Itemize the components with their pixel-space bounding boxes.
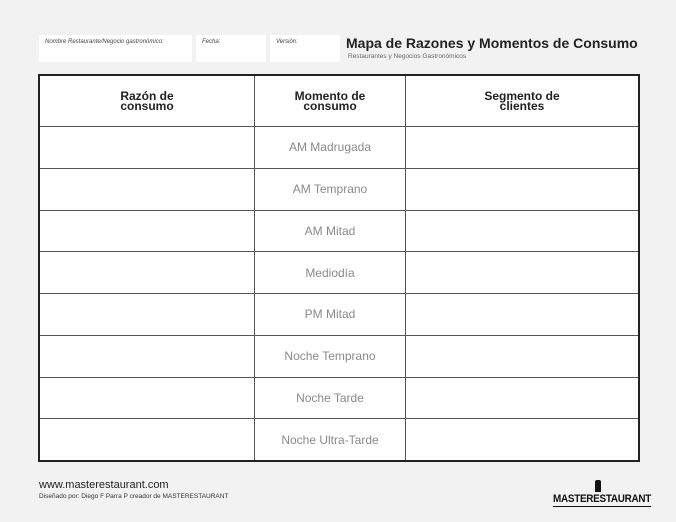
moment-cell: AM Madrugada [288,140,372,155]
footer-credit: Diseñado por: Diego F Parra P creador de MASTERESTAURANT [39,493,229,500]
column-header-moment: Momento de consumo [294,89,366,113]
moment-cell: Noche Tarde [296,390,364,405]
restaurant-name-field[interactable] [39,35,192,62]
page-subtitle: Restaurantes y Negocios Gastronómicos [348,53,467,60]
brand-logo: MASTERESTAURANT [553,493,652,505]
version-field[interactable] [270,35,340,62]
date-label: Fecha: [202,39,221,45]
moment-cell: Noche Temprano [284,349,376,364]
column-header-reason: Razón de consumo [120,89,174,113]
column-divider [405,76,406,460]
bottle-logo-icon [595,480,601,492]
moment-cell: AM Mitad [304,223,356,238]
moment-cell: Noche Ultra-Tarde [281,432,379,447]
date-field[interactable] [196,35,266,62]
footer-website-link[interactable]: www.masterestaurant.com [39,479,169,491]
moment-cell: AM Temprano [292,182,368,197]
consumption-map-table [38,74,640,462]
moment-cell: Mediodía [305,265,355,280]
moment-cell: PM Mitad [304,307,356,322]
restaurant-name-label: Nombre Restaurante/Negocio gastronómico: [45,39,164,45]
column-header-segment: Segmento de clientes [484,89,560,113]
page-title: Mapa de Razones y Momentos de Consumo [346,35,638,51]
version-label: Versión: [276,39,298,45]
